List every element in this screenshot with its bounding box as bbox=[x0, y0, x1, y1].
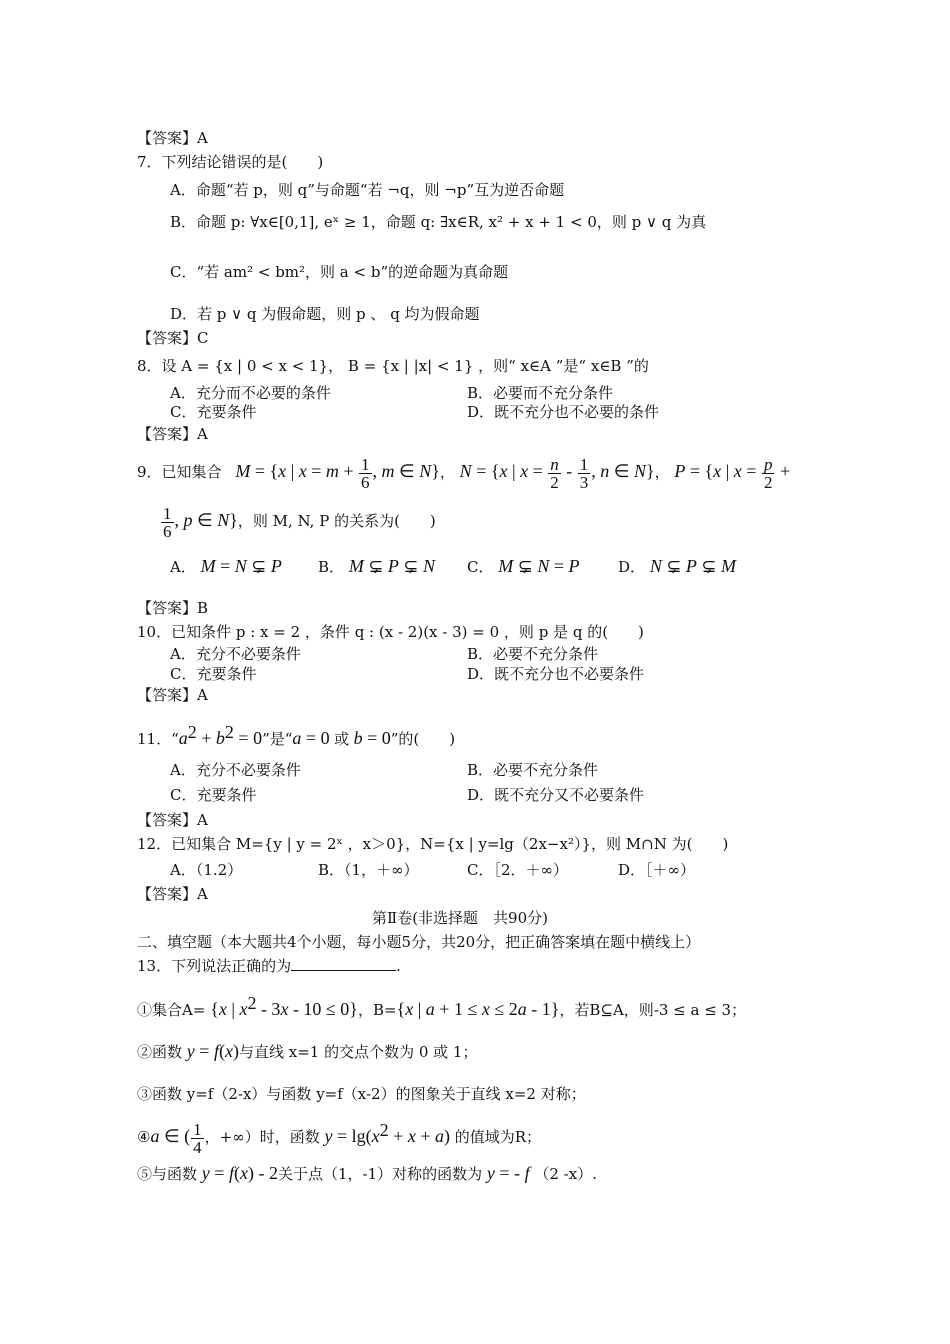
q9-stem-line1: 9．已知集合 M = {x | x = m + $\frac{1}{6}$ , m ∈ N}， N = {x | x = $\frac{n}{2}$ - $\frac{1}{3}$ , n ∈ N}， P = {x | x = $\frac{p}{2}$ + bbox=[137, 454, 791, 492]
q9-set-n: N bbox=[459, 461, 472, 481]
q9-answer: 【答案】B bbox=[137, 599, 209, 617]
q12-option-c: C．［2．＋∞） bbox=[467, 861, 569, 879]
answer-blank[interactable] bbox=[291, 956, 396, 971]
section2-instructions: 二、填空题（本大题共4个小题，每小题5分，共20分，把正确答案填在题中横线上） bbox=[137, 933, 701, 951]
q7-option-b: B．命题 p: ∀x∈[0,1], eˣ ≥ 1，命题 q: ∃x∈R, x² + x + 1 < 0，则 p ∨ q 为真 bbox=[170, 213, 707, 231]
q9-set-p: P bbox=[674, 461, 686, 481]
q9-stem-tail: ，则 M, N, P 的关系为( ) bbox=[237, 512, 436, 530]
q9-stem-text: 9．已知集合 bbox=[137, 463, 222, 481]
q12-option-b: B．（1，＋∞） bbox=[318, 861, 419, 879]
q8-option-d: D．既不充分也不必要的条件 bbox=[467, 403, 660, 421]
q13-stem: 13．下列说法正确的为 . bbox=[137, 957, 401, 975]
q11-option-b: B．必要不充分条件 bbox=[467, 761, 599, 779]
q7-answer: 【答案】C bbox=[137, 329, 209, 347]
q8-option-b: B．必要而不充分条件 bbox=[467, 384, 614, 402]
q7-option-c: C．“若 am² < bm²，则 a < b”的逆命题为真命题 bbox=[170, 263, 509, 281]
q8-stem: 8．设 A = {x | 0 < x < 1}， B = {x | |x| < 1} ，则“ x∈A ”是“ x∈B ”的 bbox=[137, 357, 649, 375]
q11-option-c: C．充要条件 bbox=[170, 786, 257, 804]
q11-answer: 【答案】A bbox=[137, 811, 208, 829]
q13-item1: ①集合A= {x | $x^2 - 3x - 10 \le 0$}，B={x | a + 1 ≤ x ≤ 2a - 1}，若B⊆A，则-3 ≤ a ≤ 3； bbox=[137, 993, 747, 1019]
q11-option-d: D．既不充分又不必要条件 bbox=[467, 786, 645, 804]
q12-option-a: A．（1.2） bbox=[170, 861, 243, 879]
q13-item5: ⑤与函数 y = f(x) - 2关于点（1，-1）对称的函数为 y = - f （2 -x）. bbox=[137, 1163, 597, 1183]
q9-option-d: D． N ⊊ P ⊊ M bbox=[618, 556, 737, 576]
q12-answer: 【答案】A bbox=[137, 885, 208, 903]
q8-option-a: A．充分而不必要的条件 bbox=[170, 384, 331, 402]
q10-option-b: B．必要不充分条件 bbox=[467, 645, 599, 663]
q7-option-a: A．命题“若 p，则 q”与命题“若 ¬q，则 ¬p”互为逆否命题 bbox=[170, 181, 565, 199]
q13-item3: ③函数 y=f（2-x）与函数 y=f（x-2）的图象关于直线 x=2 对称； bbox=[137, 1085, 586, 1103]
q12-stem: 12．已知集合 M={y | y = 2ˣ ，x＞0}，N={x | y=lg（2x−x²）}，则 M∩N 为( ) bbox=[137, 835, 729, 853]
q11-stem: 11．“$a^2 + b^2 = 0$”是“a = 0 或 b = 0”的( ) bbox=[137, 722, 456, 748]
q13-item4: ④a ∈ ( $\frac{1}{4}$ ，+∞）时，函数 $y = \lg(x^2 + x + a)$ 的值域为R； bbox=[137, 1119, 542, 1157]
q8-answer: 【答案】A bbox=[137, 425, 208, 443]
q10-option-a: A．充分不必要条件 bbox=[170, 645, 301, 663]
q7-option-d: D．若 p ∨ q 为假命题，则 p 、 q 均为假命题 bbox=[170, 305, 480, 323]
q8-option-c: C．充要条件 bbox=[170, 403, 257, 421]
section2-title: 第Ⅱ卷(非选择题 共90分) bbox=[372, 909, 548, 927]
q13-item2: ②函数 y = f(x)与直线 x=1 的交点个数为 0 或 1； bbox=[137, 1041, 478, 1061]
q12-option-d: D．［＋∞） bbox=[618, 861, 696, 879]
q9-stem-line2: $\frac{1}{6}$ , p ∈ N}，则 M, N, P 的关系为( ) bbox=[163, 503, 436, 541]
q9-option-a: A． M = N ⊊ P bbox=[170, 556, 282, 576]
q10-option-c: C．充要条件 bbox=[170, 665, 257, 683]
q6-answer: 【答案】A bbox=[137, 129, 208, 147]
q7-stem: 7．下列结论错误的是( ) bbox=[137, 153, 324, 171]
q11-option-a: A．充分不必要条件 bbox=[170, 761, 301, 779]
q10-option-d: D．既不充分也不必要条件 bbox=[467, 665, 645, 683]
q9-option-c: C． M ⊊ N = P bbox=[467, 556, 580, 576]
q9-option-b: B． M ⊊ P ⊊ N bbox=[318, 556, 436, 576]
q9-set-m: M bbox=[226, 461, 251, 481]
q10-stem: 10．已知条件 p : x = 2 ，条件 q : (x - 2)(x - 3) = 0 ，则 p 是 q 的( ) bbox=[137, 623, 644, 641]
q10-answer: 【答案】A bbox=[137, 686, 208, 704]
